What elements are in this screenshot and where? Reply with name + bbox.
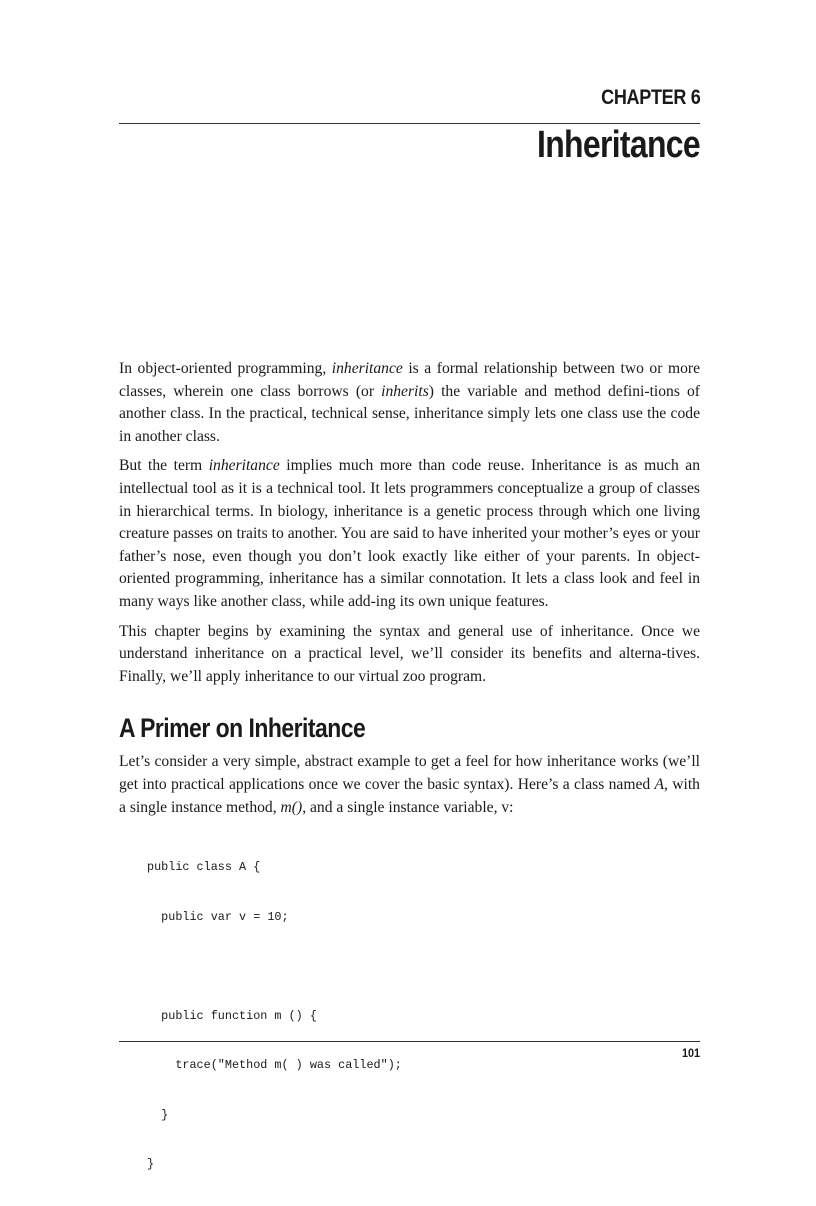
intro-paragraph-3 [119,621,700,689]
code-listing [147,826,700,1206]
text-run: But the term [119,457,209,475]
code-line [147,958,700,975]
code-line: } [147,1107,169,1122]
text-run: , and a single instance variable, [302,798,502,816]
page-number: 101 [681,1046,700,1060]
text-run: This chapter begins by examining the syntax and general use of inheritance. Once we understand inheritance on a practical level, we’ll consider its benefits and alterna-tives. Finally, we’ll apply inheritance to our virtual zoo program. [119,622,700,685]
text-run: Let’s consider a very simple, abstract example to get a feel for how inheritance works (we’ll get into practical applications once we cover the basic syntax). Here’s a class named [119,753,700,793]
chapter-body [119,358,700,1206]
text-run: : [509,798,514,816]
book-page [119,0,700,1172]
code-line: } [147,1157,155,1172]
chapter-label: CHAPTER 6 [600,86,700,109]
emphasis-class-name: A [654,775,665,793]
chapter-title: Inheritance [537,124,700,166]
text-run: is a formal relationship between two or more classes, wherein one class borrows (or [119,360,700,400]
intro-paragraph-2 [119,455,700,613]
code-line: public function m () { [147,1008,317,1023]
code-line: public var v = 10; [147,909,289,924]
code-line: trace("Method m( ) was called"); [147,1058,402,1073]
code-line: public class A { [147,860,261,875]
text-run: implies much more than code reuse. Inheritance is as much an intellectual tool as it is a technical tool. It lets programmers conceptualize a group of classes in hierarchical terms. In biology, inheritance is a genetic process through which one living creature passes on traits to another. You are said to have inherited your mother’s eyes or your father’s nose, even though you don’t look exactly like either of your parents. In object-oriented programming, inheritance has a similar connotation. It lets a class look and feel in many ways like another class, while add-ing its own unique features. [119,457,700,610]
emphasis-inheritance: inheritance [331,360,403,377]
emphasis-method-name: m() [280,798,303,816]
text-run: In object-oriented programming, [119,360,332,377]
section-paragraph-1 [119,751,700,819]
emphasis-inherits: inherits [381,382,429,400]
emphasis-inheritance: inheritance [208,457,280,475]
variable-name: v [501,798,510,816]
section-heading: A Primer on Inheritance [119,713,366,744]
text-run: , with a single instance method, [119,775,700,816]
text-run: ) the variable and method defini-tions of another class. In the practical, technical sense, inheritance simply lets one class use the code in another class. [119,382,700,445]
footer-rule [119,1041,700,1042]
intro-paragraph-1 [119,358,700,448]
